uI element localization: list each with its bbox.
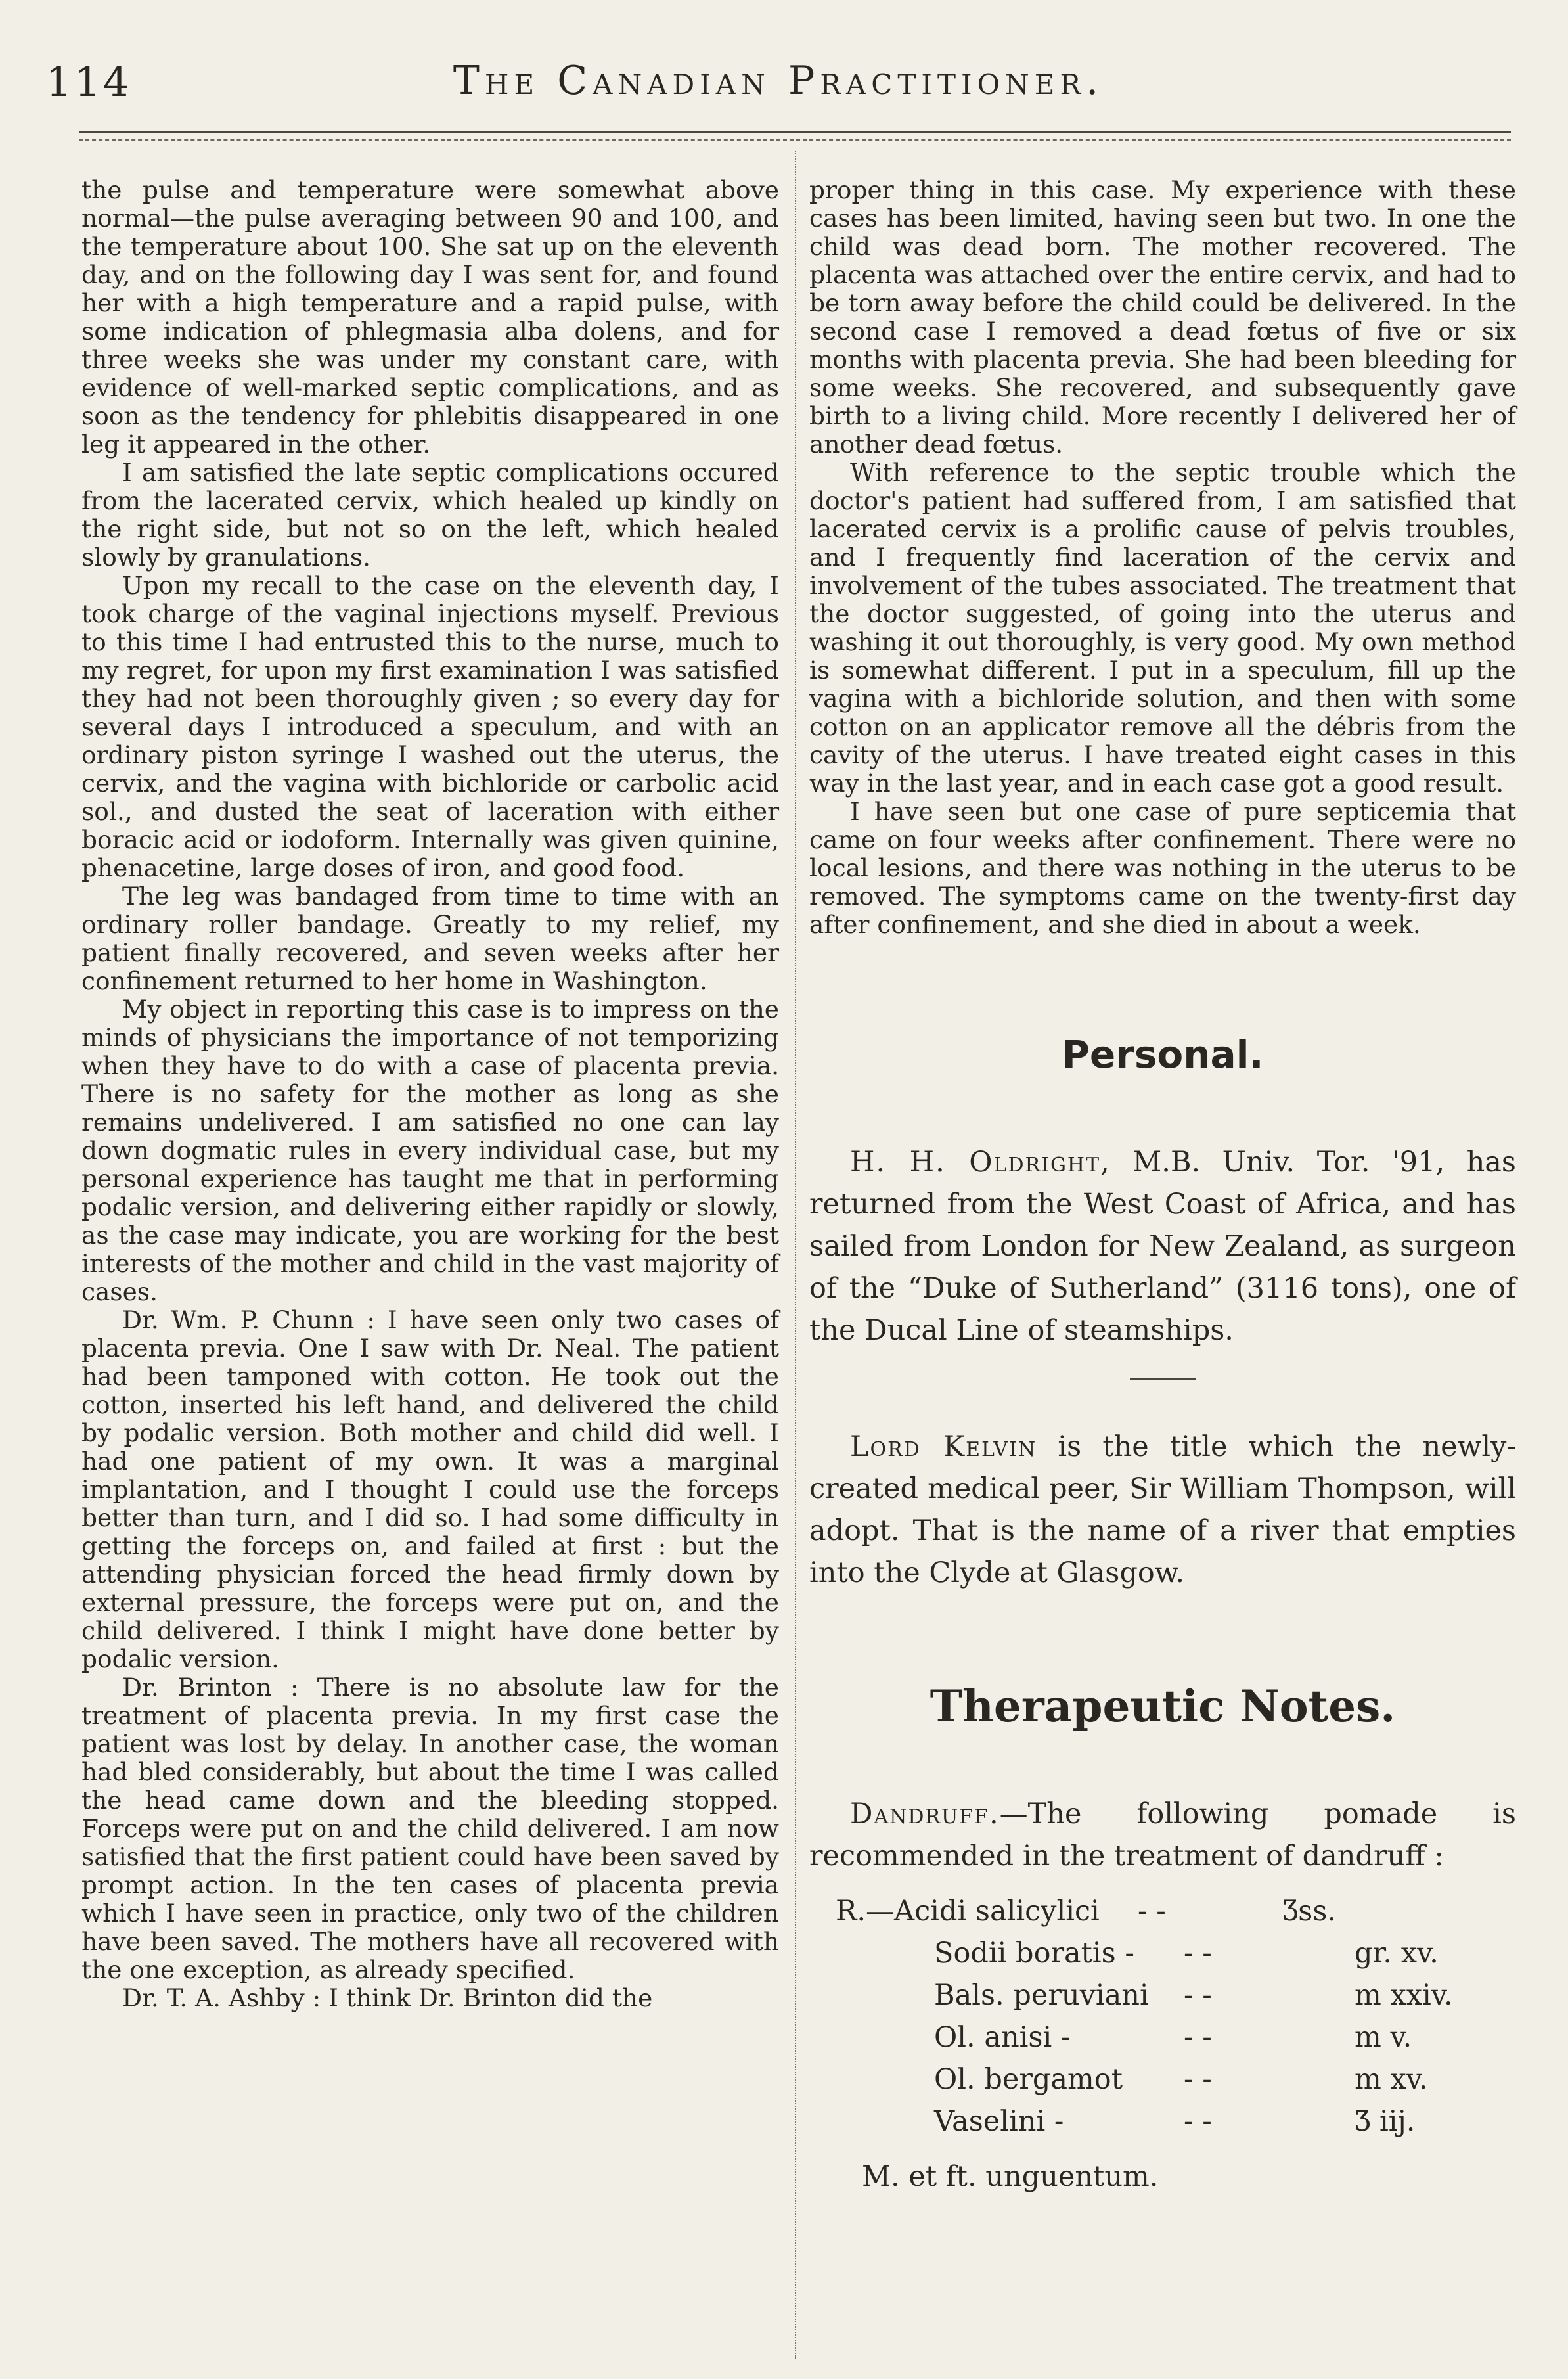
personal-item xyxy=(809,1141,1516,1351)
paragraph: With reference to the septic trouble which the doctor's patient had suffered from, I am satisfied that lacerated cervix is a prolific cause of pelvis troubles, and I frequently find laceration of the cervix and involvement of the tubes associated. The treatment that the doctor suggested, of going into the uterus and washing it out thoroughly, is very good. My own method is somewhat different. I put in a speculum, fill up the vagina with a bichloride solution, and then with some cotton on an applicator remove all the débris from the cavity of the uterus. I have treated eight cases in this way in the last year, and in each case got a good result. xyxy=(809,458,1516,798)
right-column xyxy=(809,176,1516,2198)
leader: - - xyxy=(1184,2063,1212,2096)
leader: - - xyxy=(1184,2021,1212,2054)
paragraph: I am satisfied the late septic complications occured from the lacerated cervix, which healed up kindly on the right side, but not so on the left, which healed slowly by granulations. xyxy=(81,458,779,572)
personal-text: is the title which the newly-created medical peer, Sir William Thompson, will adopt. That is the name of a river that empties into the Clyde at Glasgow. xyxy=(809,1430,1516,1589)
leader: - - xyxy=(1184,1979,1212,2012)
prescription-row xyxy=(862,2100,1516,2142)
prescription-row xyxy=(862,2016,1516,2058)
page-header xyxy=(46,58,1511,124)
leader: - - xyxy=(1184,2105,1212,2138)
remedy-name: Dandruff. xyxy=(850,1798,1000,1830)
ingredient: R.—Acidi salicylici xyxy=(836,1895,1100,1928)
prescription-row xyxy=(809,1890,1516,1932)
leader: - - xyxy=(1184,1937,1212,1970)
personal-notes xyxy=(809,1141,1516,1594)
leader: - - xyxy=(1138,1895,1166,1928)
remedy-text: —The following pomade is recommended in the treatment of dandruff : xyxy=(809,1798,1516,1872)
paragraph: the pulse and temperature were somewhat above normal—the pulse averaging between 90 and 100, and the temperature about 100. She sat up on the eleventh day, and on the following day I was sent for, and found her with a high temperature and a rapid pulse, with some indication of phlegmasia alba dolens, and for three weeks she was under my constant care, with evidence of well-marked septic complications, and as soon as the tendency for phlebitis disappeared in one leg it appeared in the other. xyxy=(81,175,779,459)
section-heading-personal: Personal. xyxy=(1062,1032,1264,1077)
paragraph: I have seen but one case of pure septicemia that came on four weeks after confinement. There were no local lesions, and there was nothing in the uterus to be removed. The symptoms came on the twenty-first day after confinement, and she died in about a week. xyxy=(809,797,1516,939)
quantity: Ʒ iij. xyxy=(1355,2105,1416,2138)
paragraph: proper thing in this case. My experience with these cases has been limited, having seen but two. In one the child was dead born. The mother recovered. The placenta was attached over the entire cervix, and had to be torn away before the child could be delivered. In the second case I removed a dead fœtus of five or six months with placenta previa. She had been bleeding for some weeks. She recovered, and subsequently gave birth to a living child. More recently I delivered her of another dead fœtus. xyxy=(809,175,1516,459)
paragraph: Dr. Brinton : There is no absolute law for the treatment of placenta previa. In my first case the patient was lost by delay. In another case, the woman had bled considerably, but about the time I was called the head came down and the bleeding stopped. Forceps were put on and the child delivered. I am now satisfied that the first patient could have been saved by prompt action. In the ten cases of placenta previa which I have seen in practice, only two of the children have been saved. The mothers have all recovered with the one exception, as already specified. xyxy=(81,1673,779,1984)
therapeutic-notes xyxy=(809,1793,1516,1877)
paragraph: Dr. T. A. Ashby : I think Dr. Brinton did the xyxy=(122,1983,653,2012)
quantity: m v. xyxy=(1355,2021,1412,2054)
quantity: Ʒss. xyxy=(1282,1895,1337,1928)
personal-text: M.B. Univ. Tor. '91, has returned from the West Coast of Africa, and has sailed from London for New Zealand, as surgeon of the “Duke of Sutherland” (3116 tons), one of the Ducal Line of steamships. xyxy=(809,1146,1516,1347)
person-name: Lord Kelvin xyxy=(850,1430,1037,1463)
divider xyxy=(1130,1378,1196,1380)
header-rule-dashed xyxy=(79,139,1511,141)
paragraph: Upon my recall to the case on the eleventh day, I took charge of the vaginal injections myself. Previous to this time I had entrusted this to the nurse, much to my regret, for upon my first examination I was satisfied they had not been thoroughly given ; so every day for several days I introduced a speculum, and with an ordinary piston syringe I washed out the uterus, the cervix, and the vagina with bichloride or carbolic acid sol., and dusted the seat of laceration with either boracic acid or iodoform. Internally was given quinine, phenacetine, large doses of iron, and good food. xyxy=(81,571,779,882)
paragraph: My object in reporting this case is to impress on the minds of physicians the importance of not temporizing when they have to do with a case of placenta previa. There is no safety for the mother as long as she remains undelivered. I am satisfied no one can lay down dogmatic rules in every individual case, but my personal experience has taught me that in performing podalic version, and delivering either rapidly or slowly, as the case may indicate, you are working for the best interests of the mother and child in the vast majority of cases. xyxy=(81,995,779,1306)
ingredient: Ol. anisi - xyxy=(934,2021,1071,2054)
ingredient: Ol. bergamot xyxy=(934,2063,1123,2096)
page-number: 114 xyxy=(46,58,132,106)
quantity: m xv. xyxy=(1355,2063,1428,2096)
therapeutic-intro xyxy=(809,1793,1516,1877)
header-rule xyxy=(79,131,1511,133)
prescription xyxy=(809,1890,1516,2198)
running-title: The Canadian Practitioner. xyxy=(453,58,1104,104)
person-name: H. H. Oldright, xyxy=(850,1146,1111,1179)
prescription-closing: M. et ft. unguentum. xyxy=(862,2160,1159,2193)
column-divider xyxy=(795,151,796,2359)
quantity: m xxiv. xyxy=(1355,1979,1453,2012)
paragraph: The leg was bandaged from time to time with an ordinary roller bandage. Greatly to my relief, my patient finally recovered, and seven weeks after her confinement returned to her home in Washington. xyxy=(81,882,779,995)
left-column xyxy=(81,176,779,2012)
prescription-row xyxy=(862,1974,1516,2016)
section-heading-therapeutic: Therapeutic Notes. xyxy=(930,1681,1396,1732)
paragraph: Dr. Wm. P. Chunn : I have seen only two cases of placenta previa. One I saw with Dr. Neal. The patient had been tamponed with cotton. He took out the cotton, inserted his left hand, and delivered the child by podalic version. Both mother and child did well. I had one patient of my own. It was a marginal implantation, and I thought I could use the forceps better than turn, and I did so. I had some difficulty in getting the forceps on, and failed at first : but the attending physician forced the head firmly down by external pressure, the forceps were put on, and the child delivered. I think I might have done better by podalic version. xyxy=(81,1305,779,1673)
prescription-row xyxy=(862,2058,1516,2100)
ingredient: Vaselini - xyxy=(934,2105,1064,2138)
ingredient: Sodii boratis - xyxy=(934,1937,1134,1970)
personal-item xyxy=(809,1426,1516,1594)
ingredient: Bals. peruviani xyxy=(934,1979,1149,2012)
prescription-row xyxy=(862,1932,1516,1974)
quantity: gr. xv. xyxy=(1355,1937,1439,1970)
